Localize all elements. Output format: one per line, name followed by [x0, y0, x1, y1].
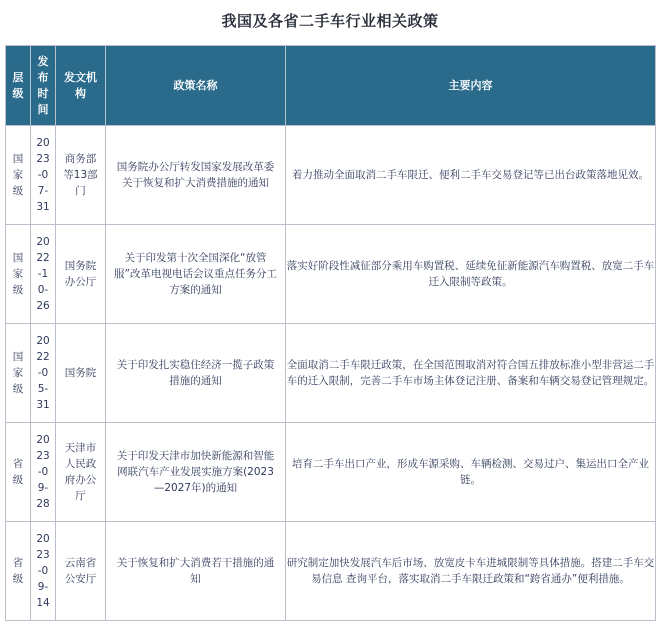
- table-row: [6, 225, 656, 324]
- row-date: 2023-07-31: [31, 126, 56, 225]
- row-content: 研究制定加快发展汽车后市场、放宽皮卡车进城限制等具体措施。搭建二手车交易信息 查询平台，落实取消二手车限迁政策和“跨省通办”便利措施。: [286, 522, 656, 621]
- row-level: 国家级: [6, 126, 31, 225]
- row-content: 全面取消二手车限迁政策，在全国范围取消对符合国五排放标准小型非营运二手车的迁入限制，完善二手车市场主体登记注册、备案和车辆交易登记管理规定。: [286, 324, 656, 423]
- row-date: 2022-05-31: [31, 324, 56, 423]
- table-row: [6, 423, 656, 522]
- row-agency: 天津市人民政府办公厅: [56, 423, 106, 522]
- row-policy: 国务院办公厅转发国家发展改革委关于恢复和扩大消费措施的通知: [106, 126, 286, 225]
- header-policy: 政策名称: [106, 46, 286, 126]
- page-title: 我国及各省二手车行业相关政策: [221, 12, 439, 30]
- row-level: 国家级: [6, 225, 31, 324]
- row-date: 2023-09-28: [31, 423, 56, 522]
- policy-table: [5, 45, 656, 621]
- header-agency: 发文机构: [56, 46, 106, 126]
- row-date: 2023-09-14: [31, 522, 56, 621]
- table-header-row: [6, 46, 656, 126]
- row-policy: 关于印发扎实稳住经济一揽子政策措施的通知: [106, 324, 286, 423]
- table-row: [6, 324, 656, 423]
- row-level: 国家级: [6, 324, 31, 423]
- header-content: 主要内容: [286, 46, 656, 126]
- header-level: 层级: [6, 46, 31, 126]
- row-agency: 国务院: [56, 324, 106, 423]
- row-content: 培育二手车出口产业，形成车源采购、车辆检测、交易过户、集运出口全产业链。: [286, 423, 656, 522]
- table-row: [6, 522, 656, 621]
- header-date: 发布时间: [31, 46, 56, 126]
- row-policy: 关于恢复和扩大消费若干措施的通知: [106, 522, 286, 621]
- row-policy: 关于印发天津市加快新能源和智能网联汽车产业发展实施方案(2023—2027年)的通知: [106, 423, 286, 522]
- row-content: 着力推动全面取消二手车限迁、便利二手车交易登记等已出台政策落地见效。: [286, 126, 656, 225]
- table-row: [6, 126, 656, 225]
- row-date: 2022-10-26: [31, 225, 56, 324]
- row-level: 省级: [6, 522, 31, 621]
- row-content: 落实好阶段性减征部分乘用车购置税、延续免征新能源汽车购置税、放宽二手车迁入限制等政策。: [286, 225, 656, 324]
- row-agency: 国务院办公厅: [56, 225, 106, 324]
- row-level: 省级: [6, 423, 31, 522]
- row-policy: 关于印发第十次全国深化“放管服”改革电视电话会议重点任务分工方案的通知: [106, 225, 286, 324]
- row-agency: 商务部等13部门: [56, 126, 106, 225]
- row-agency: 云南省公安厅: [56, 522, 106, 621]
